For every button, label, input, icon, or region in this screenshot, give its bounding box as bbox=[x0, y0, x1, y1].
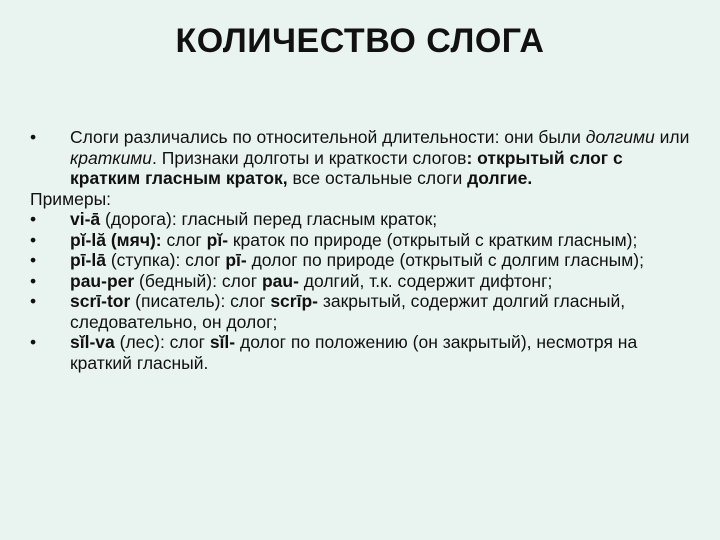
example-word: sĭl-va bbox=[70, 332, 115, 352]
bullet-icon: • bbox=[30, 291, 37, 311]
example-syllable: pĭ- bbox=[206, 229, 229, 250]
intro-text-2: или bbox=[654, 127, 690, 147]
example-word: pī-lā bbox=[70, 250, 106, 270]
example-syllable: pau- bbox=[261, 270, 299, 291]
example-word: scrī-tor bbox=[70, 291, 131, 311]
example-syllable: sĭl- bbox=[209, 332, 236, 352]
intro-text-4: все остальные слоги bbox=[287, 168, 468, 188]
example-text: (лес): слог bbox=[114, 332, 210, 352]
bullet-icon: • bbox=[30, 332, 37, 352]
example-text: долог по положению (он закрытый), несмотря на краткий гласный. bbox=[70, 332, 638, 373]
example-text: (ступка): слог bbox=[105, 250, 226, 270]
example-word: pau-per bbox=[70, 270, 135, 291]
slide-title: КОЛИЧЕСТВО СЛОГА bbox=[175, 22, 545, 60]
example-text: слог bbox=[161, 229, 207, 250]
example-item bbox=[30, 291, 690, 332]
intro-long-word: долгими bbox=[585, 127, 655, 147]
example-text: (бедный): слог bbox=[134, 270, 262, 291]
example-item bbox=[30, 230, 690, 251]
intro-text-3: . Признаки долготы и краткости слогов bbox=[152, 147, 467, 168]
bullet-icon: • bbox=[30, 250, 37, 270]
bullet-icon: • bbox=[30, 209, 37, 229]
bullet-icon: • bbox=[30, 270, 37, 291]
example-text: краток по природе (открытый с кратким гласным); bbox=[228, 229, 638, 250]
example-text: закрытый, содержит долгий гласный, следовательно, он долог; bbox=[70, 291, 626, 332]
example-item bbox=[30, 250, 690, 271]
example-item bbox=[30, 271, 690, 292]
example-text: долгий, т.к. содержит дифтонг; bbox=[298, 270, 553, 291]
intro-colon: : bbox=[466, 147, 473, 168]
example-syllable: pī- bbox=[225, 250, 247, 270]
example-syllable: scrīp- bbox=[270, 291, 318, 311]
intro-list-item bbox=[30, 127, 690, 189]
intro-short-word: краткими bbox=[70, 147, 153, 168]
intro-text-1: Слоги различались по относительной длительности: они были bbox=[70, 127, 586, 147]
slide-content bbox=[30, 127, 690, 373]
example-text: (дорога): гласный перед гласным краток; bbox=[100, 209, 438, 229]
bullet-icon: • bbox=[30, 229, 37, 250]
examples-label: Примеры: bbox=[30, 188, 112, 209]
example-word: pĭ-lă (мяч): bbox=[70, 229, 162, 250]
example-word: vi-ā bbox=[70, 209, 101, 229]
example-text: долог по природе (открытый с долгим гласным); bbox=[246, 250, 644, 270]
example-item bbox=[30, 209, 690, 230]
intro-rule: открытый слог с кратким гласным краток, bbox=[70, 147, 623, 188]
bullet-icon: • bbox=[30, 127, 37, 147]
example-item bbox=[30, 332, 690, 373]
intro-long-bold: долгие. bbox=[467, 168, 533, 188]
example-text: (писатель): слог bbox=[130, 291, 271, 311]
